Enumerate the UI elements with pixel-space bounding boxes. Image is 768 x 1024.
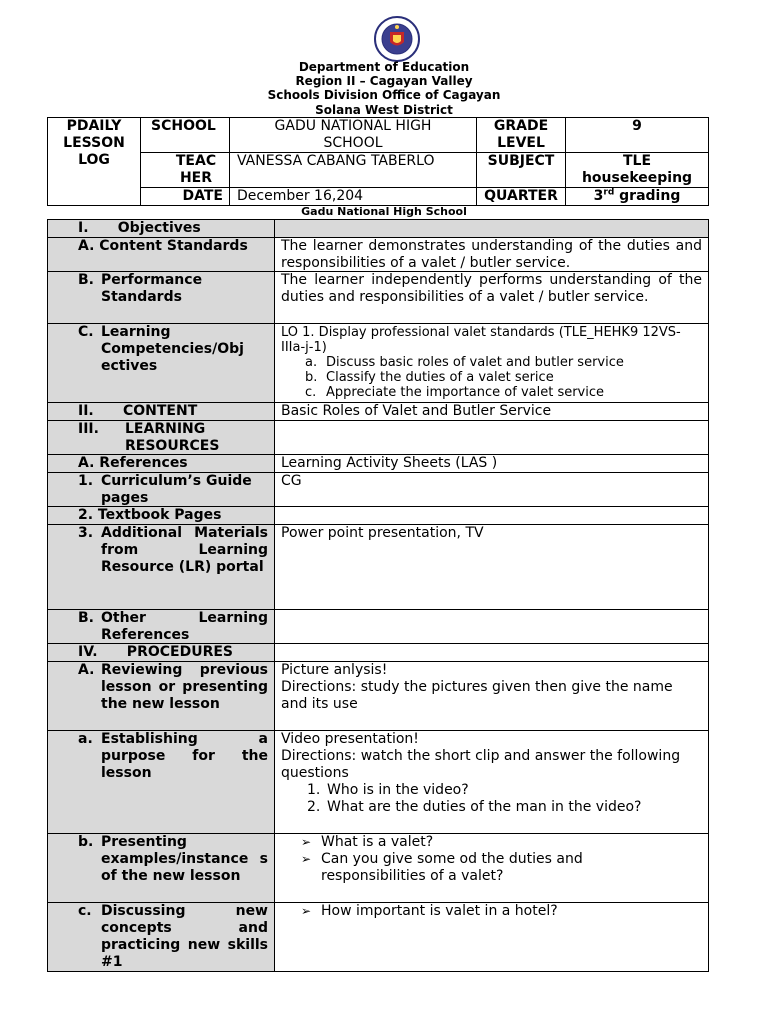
question-item: [281, 782, 702, 799]
reviewing-marker: A.: [78, 662, 95, 678]
presenting-examples-marker: b.: [78, 834, 94, 850]
establishing-purpose-label: [47, 730, 275, 834]
other-references-marker: B.: [78, 610, 94, 626]
question-marker: 1.: [307, 782, 321, 798]
header-region: Region II – Cagayan Valley: [295, 74, 473, 88]
competency-item: [299, 355, 708, 370]
date-label: DATE: [140, 187, 230, 206]
subject-value: TLE housekeeping: [565, 152, 709, 188]
establishing-purpose-marker: a.: [78, 731, 93, 747]
table-caption: Gadu National High School: [301, 205, 467, 218]
arrow-bullet-icon: ➢: [301, 904, 312, 918]
learning-competencies-value: [274, 323, 709, 403]
performance-standards-marker: B.: [78, 272, 94, 288]
grade-value: 9: [565, 117, 709, 153]
establishing-directions: Directions: watch the short clip and answer the following questions: [281, 748, 681, 781]
competency-marker: b.: [305, 370, 318, 385]
quarter-label: QUARTER: [476, 187, 566, 206]
additional-materials-label: [47, 524, 275, 610]
school-label: SCHOOL: [140, 117, 230, 153]
header-district: Solana West District: [315, 103, 453, 117]
establishing-purpose-value: [274, 730, 709, 834]
bullet-item: [275, 903, 708, 920]
discussing-concepts-label: [47, 902, 275, 972]
date-value: December 16,204: [229, 187, 477, 206]
references-value: Learning Activity Sheets (LAS ): [274, 454, 709, 473]
discussing-concepts-value: [274, 902, 709, 972]
presenting-examples-text: Presenting examples/instance s of the new lesson: [101, 834, 268, 884]
lesson-log-title: PDAILY LESSON LOG: [47, 117, 141, 206]
curriculum-guide-label: [47, 472, 275, 507]
learning-resources-marker: III.: [78, 421, 99, 437]
competency-text: Classify the duties of a valet serice: [326, 370, 554, 385]
bullet-text: How important is valet in a hotel?: [321, 903, 558, 919]
other-references-text: Other Learning References: [101, 610, 268, 643]
bullet-item: [275, 851, 702, 885]
learning-competencies-text: Learning Competencies/Obj ectives: [101, 324, 244, 374]
curriculum-guide-text: Curriculum’s Guide pages: [101, 473, 252, 506]
competency-text: Discuss basic roles of valet and butler service: [326, 355, 624, 370]
performance-standards-text: Performance Standards: [101, 272, 203, 305]
quarter-grading: grading: [614, 188, 681, 204]
question-text: What are the duties of the man in the video?: [327, 799, 642, 815]
arrow-bullet-icon: ➢: [301, 852, 312, 866]
presenting-examples-label: [47, 833, 275, 903]
header-division: Schools Division Office of Cagayan: [267, 88, 501, 102]
performance-standards-value: The learner independently performs understanding of the duties and responsibilities of a valet / butler service.: [274, 271, 709, 324]
reviewing-label: [47, 661, 275, 731]
curriculum-guide-value: CG: [274, 472, 709, 507]
header-department: Department of Education: [298, 60, 470, 74]
subject-label: SUBJECT: [476, 152, 566, 188]
bullet-text: Can you give some od the duties and responsibilities of a valet?: [321, 851, 583, 884]
content-label: II. CONTENT: [47, 402, 275, 421]
deped-seal-logo: [363, 16, 431, 62]
additional-materials-text: Additional Materials from Learning Resource (LR) portal: [101, 525, 268, 575]
reviewing-text: Reviewing previous lesson or presenting the new lesson: [101, 662, 268, 712]
learning-resources-text: LEARNING RESOURCES: [125, 421, 220, 454]
procedures-value: [274, 643, 709, 662]
textbook-pages-label: 2. Textbook Pages: [47, 506, 275, 525]
content-value: Basic Roles of Valet and Butler Service: [274, 402, 709, 421]
bullet-item: [275, 834, 702, 851]
competency-marker: a.: [305, 355, 318, 370]
bullet-text: What is a valet?: [321, 834, 434, 850]
grade-label: GRADE LEVEL: [476, 117, 566, 153]
learning-outcome: LO 1. Display professional valet standards (TLE_HEHK9 12VS-IIIa-j-1): [281, 325, 681, 355]
teacher-label: TEAC HER: [140, 152, 230, 188]
question-marker: 2.: [307, 799, 321, 815]
reviewing-activity: Picture anlysis!: [281, 662, 388, 678]
additional-materials-value: Power point presentation, TV: [274, 524, 709, 610]
learning-competencies-label: [47, 323, 275, 403]
competency-text: Appreciate the importance of valet service: [326, 385, 605, 400]
discussing-concepts-marker: c.: [78, 903, 92, 919]
establishing-purpose-text: Establishing a purpose for the lesson: [101, 731, 268, 781]
reviewing-directions: Directions: study the pictures given then give the name and its use: [281, 679, 673, 712]
competency-marker: c.: [305, 385, 317, 400]
performance-standards-label: [47, 271, 275, 324]
textbook-pages-value: [274, 506, 709, 525]
competency-list: [275, 355, 708, 400]
references-label: A. References: [47, 454, 275, 473]
discussing-concepts-text: Discussing new concepts and practicing new skills #1: [101, 903, 268, 970]
objectives-header: I. Objectives: [47, 219, 275, 238]
content-standards-value: The learner demonstrates understanding of the duties and responsibilities of a valet / butler service.: [274, 237, 709, 272]
question-text: Who is in the video?: [327, 782, 469, 798]
objectives-header-blank: [274, 219, 709, 238]
quarter-ordinal: rd: [603, 187, 615, 198]
content-standards-label: A. Content Standards: [47, 237, 275, 272]
learning-resources-label: [47, 420, 275, 455]
procedures-label: IV. PROCEDURES: [47, 643, 275, 662]
learning-competencies-marker: C.: [78, 324, 94, 340]
competency-item: [299, 385, 708, 400]
learning-resources-value: [274, 420, 709, 455]
competency-item: [299, 370, 708, 385]
other-references-label: [47, 609, 275, 644]
reviewing-value: [274, 661, 709, 731]
quarter-number: 3: [593, 188, 604, 204]
question-item: [281, 799, 702, 816]
curriculum-guide-marker: 1.: [78, 473, 94, 489]
other-references-value: [274, 609, 709, 644]
arrow-bullet-icon: ➢: [301, 835, 312, 849]
presenting-examples-value: [274, 833, 709, 903]
quarter-value: [565, 187, 709, 206]
school-value: GADU NATIONAL HIGH SCHOOL: [229, 117, 477, 153]
teacher-value: VANESSA CABANG TABERLO: [229, 152, 477, 188]
additional-materials-marker: 3.: [78, 525, 94, 541]
establishing-activity: Video presentation!: [281, 731, 419, 747]
